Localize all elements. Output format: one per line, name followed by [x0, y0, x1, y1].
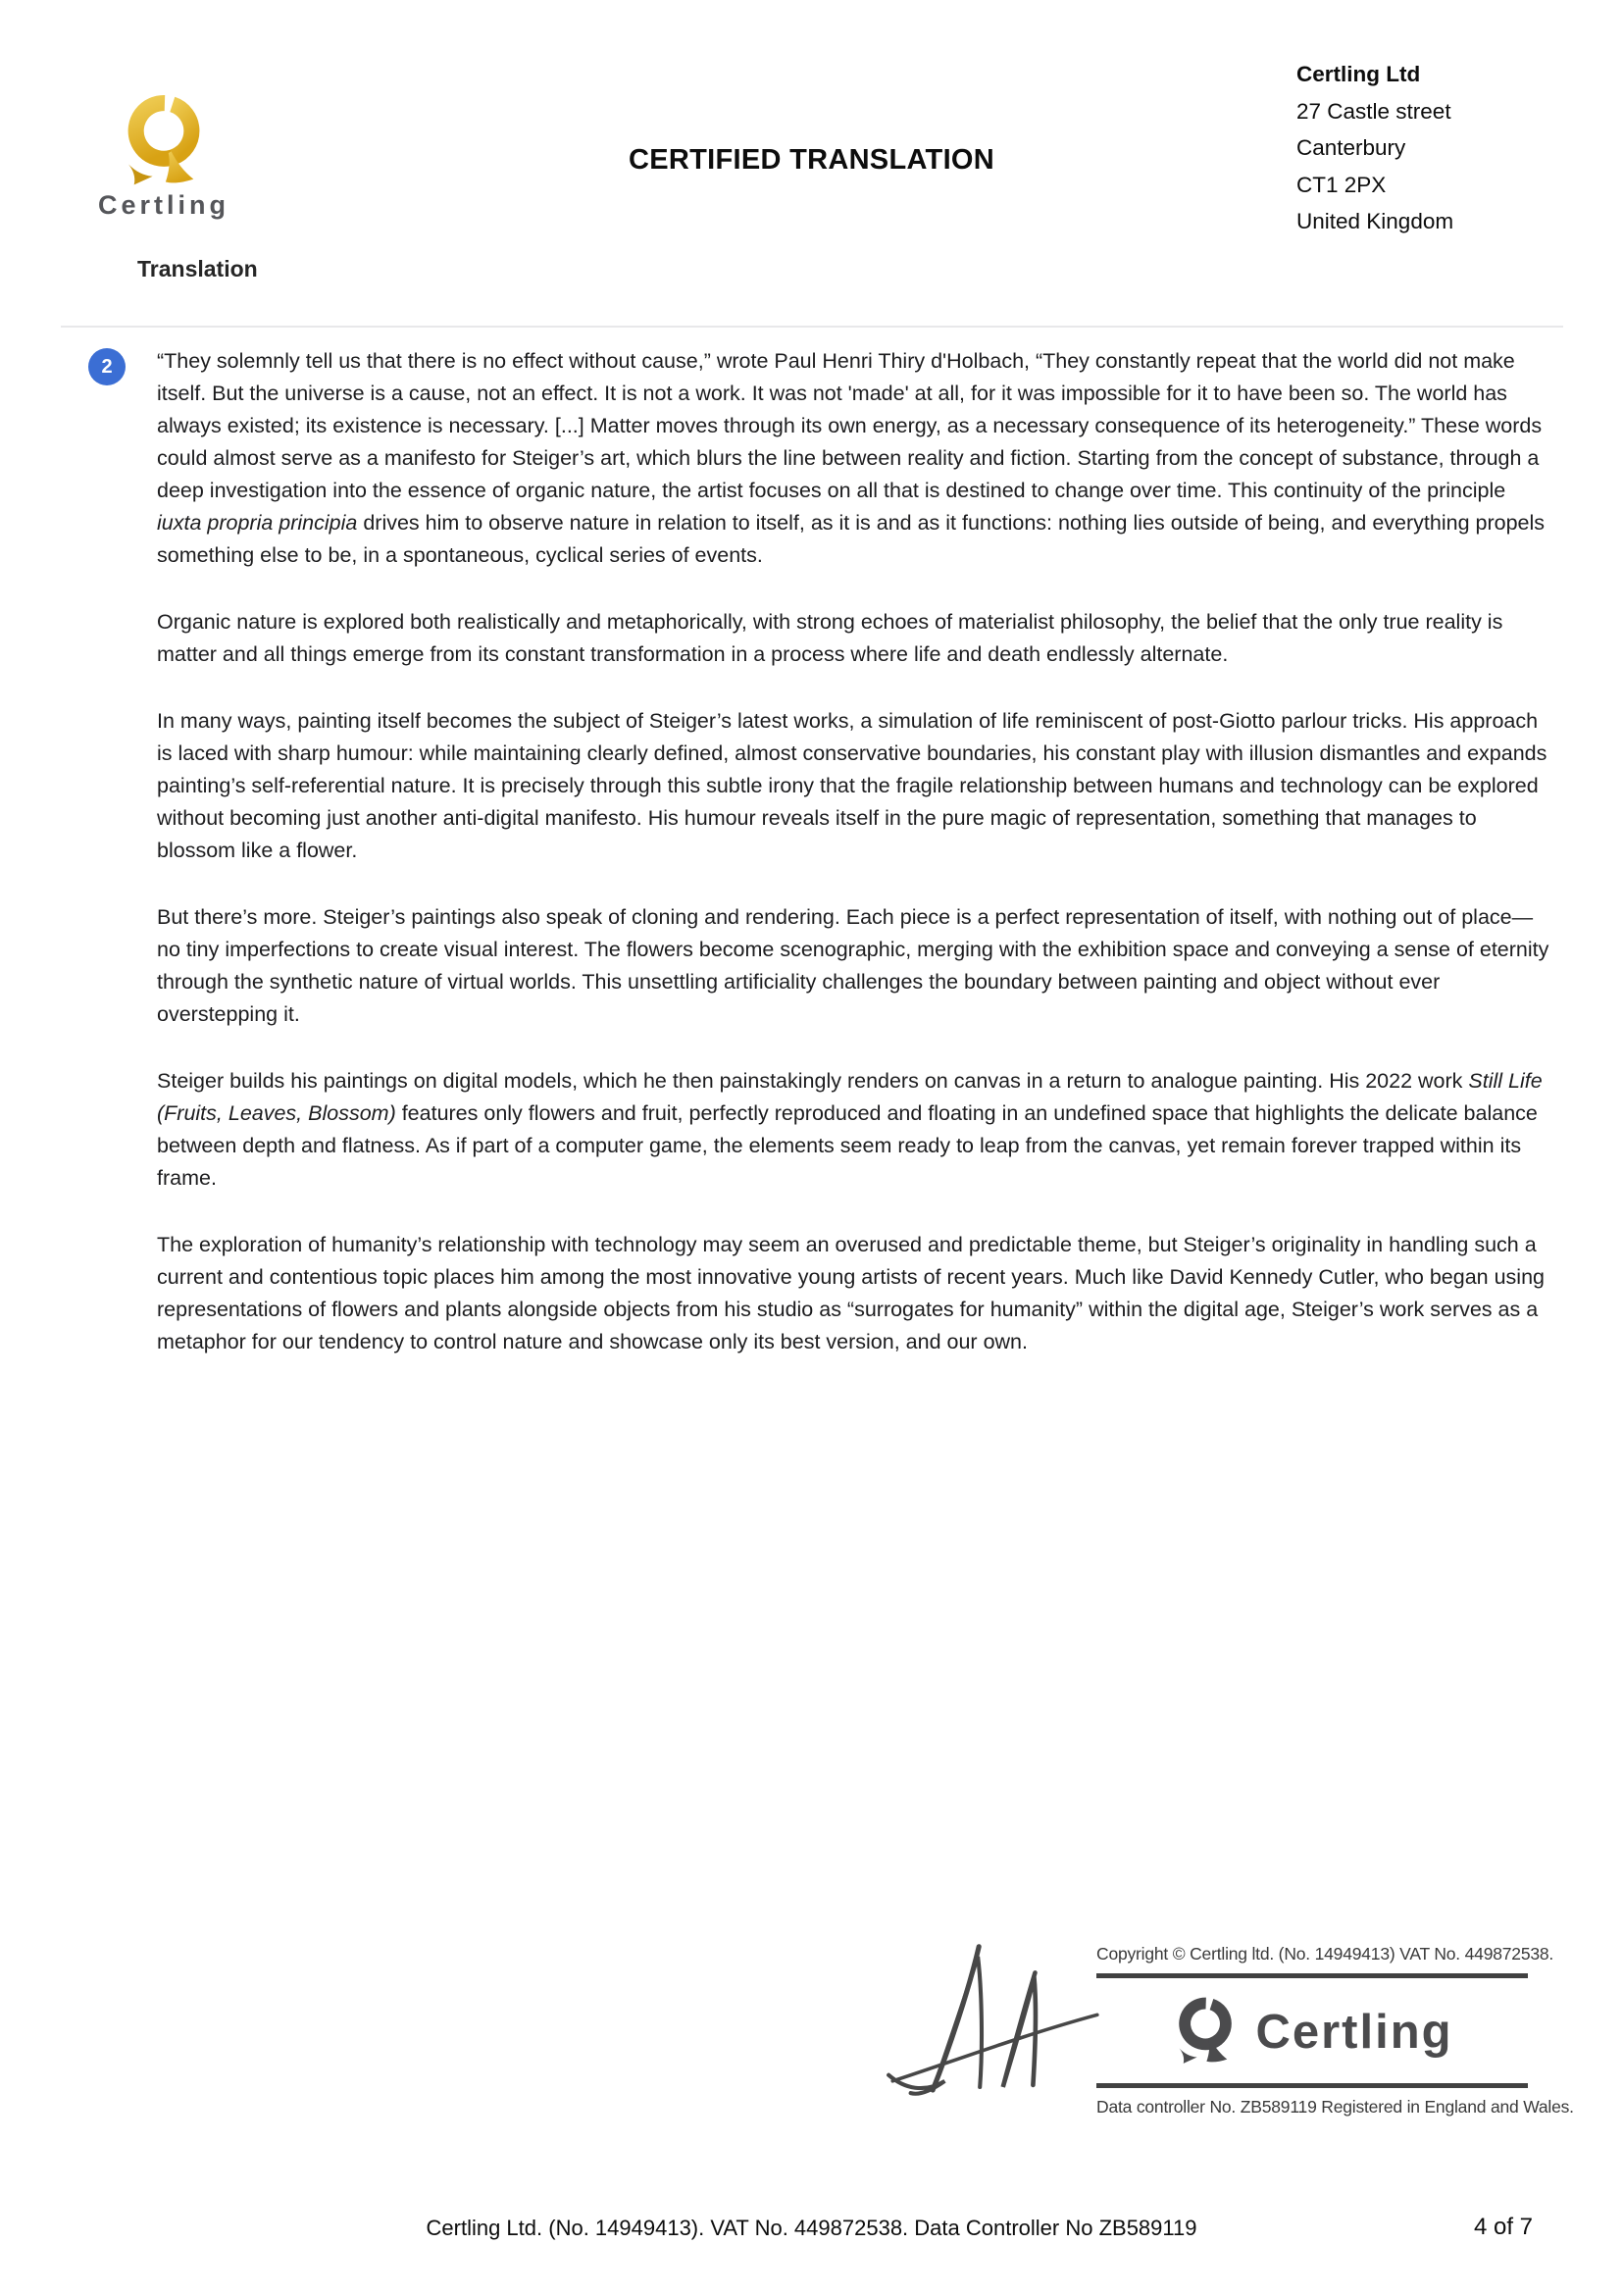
paragraph: In many ways, painting itself becomes the subject of Steiger’s latest works, a simulation of life reminiscent of post-Giotto parlour tricks. His approach is laced with sharp humour: while maintaining clearly defined, almost conservative boundaries, his constant play with illusion dismantles and expands painting’s self-referential nature. It is precisely through this subtle irony that the fragile relationship between humans and technology can be explored without becoming just another anti-digital manifesto. His humour reveals itself in the pure magic of representation, something that manages to blossom like a flower.	[157, 709, 1547, 862]
stamp-logo	[1096, 1987, 1528, 2074]
footer-company-line: Certling Ltd. (No. 14949413). VAT No. 449872538. Data Controller No ZB589119	[426, 2216, 1197, 2240]
address-line: Canterbury	[1296, 135, 1406, 160]
stamp-data-controller-line: Data controller No. ZB589119 Registered in England and Wales.	[1096, 2097, 1574, 2117]
logo-brand-text: Certling	[97, 190, 229, 220]
paragraph: “They solemnly tell us that there is no effect without cause,” wrote Paul Henri Thiry d'Holbach, “They constantly repeat that the world did not make itself. But the universe is a cause, not an effect. It is not a work. It was not 'made' at all, for it was impossible for it to have been so. The world has always existed; its existence is necessary. [...] Matter moves through its own energy, as a necessary consequence of its heterogeneity.” These words could almost serve as a manifesto for Steiger’s art, which blurs the line between reality and fiction. Starting from the concept of substance, through a deep investigation into the essence of organic nature, the artist focuses on all that is destined to change over time. This continuity of the principle iuxta propria principia drives him to observe nature in relation to itself, as it is and as it functions: nothing lies outside of being, and everything propels something else to be, in a spontaneous, cyclical series of events.	[157, 349, 1546, 567]
item-number-badge: 2	[88, 348, 126, 385]
company-address	[1296, 56, 1453, 240]
doc-type-label: Translation	[137, 256, 258, 281]
paragraph: The exploration of humanity’s relationship with technology may seem an overused and predictable theme, but Steiger’s originality in handling such a current and contentious topic places him among the most innovative young artists of recent years. Much like David Kennedy Cutler, who began using representations of flowers and plants alongside objects from his studio as “surrogates for humanity” within the digital age, Steiger’s work serves as a metaphor for our tendency to control nature and showcase only its best version, and our own.	[157, 1233, 1546, 1353]
page-title: CERTIFIED TRANSLATION	[628, 144, 995, 176]
address-line: United Kingdom	[1296, 209, 1454, 233]
address-line: 27 Castle street	[1296, 98, 1451, 124]
paragraph: Steiger builds his paintings on digital models, which he then painstakingly renders on canvas in a return to analogue painting. His 2022 work Still Life (Fruits, Leaves, Blossom) features only flowers and fruit, perfectly reproduced and floating in an undefined space that highlights the delicate balance between depth and flatness. As if part of a computer game, the elements seem ready to leap from the canvas, yet remain forever trapped within its frame.	[157, 1069, 1543, 1190]
address-line: CT1 2PX	[1296, 172, 1387, 197]
header-divider	[61, 326, 1563, 328]
certling-q-icon	[1171, 1991, 1240, 2072]
translator-signature	[883, 1934, 1103, 2111]
certification-stamp	[1096, 1944, 1574, 2117]
company-name: Certling Ltd	[1296, 62, 1421, 86]
paragraph: Organic nature is explored both realistically and metaphorically, with strong echoes of materialist philosophy, the belief that the only true reality is matter and all things emerge from its constant transformation in a process where life and death endlessly alternate.	[157, 610, 1503, 666]
stamp-brand-text: Certling	[1255, 2005, 1453, 2059]
paragraph: But there’s more. Steiger’s paintings also speak of cloning and rendering. Each piece is a perfect representation of itself, with nothing out of place—no tiny imperfections to create visual interest. The flowers become scenographic, merging with the exhibition space and conveying a sense of eternity through the synthetic nature of virtual worlds. This unsettling artificiality challenges the boundary between painting and object without ever overstepping it.	[157, 905, 1549, 1026]
stamp-rule-bottom	[1096, 2083, 1528, 2088]
translation-body	[157, 345, 1554, 1393]
stamp-copyright-line: Copyright © Certling ltd. (No. 14949413) VAT No. 449872538.	[1096, 1944, 1554, 1964]
stamp-rule-top	[1096, 1973, 1528, 1978]
page-indicator: 4 of 7	[1473, 2214, 1533, 2240]
